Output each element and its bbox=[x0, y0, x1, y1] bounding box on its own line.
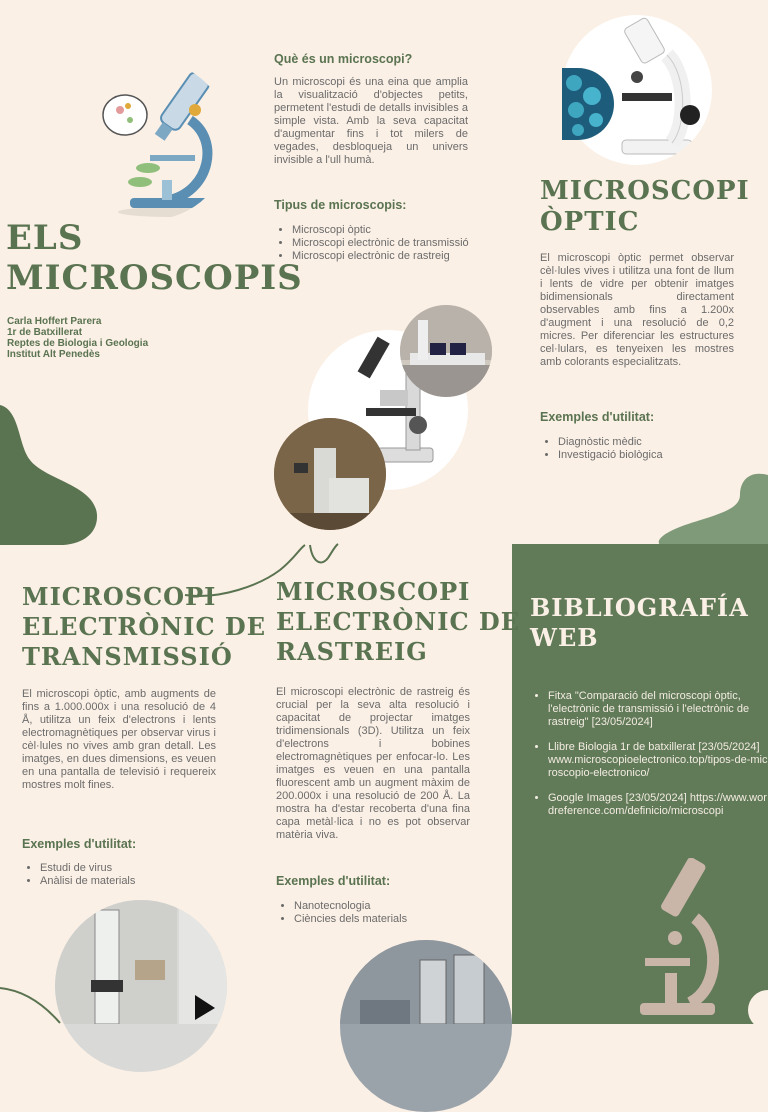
bibliography-item: • Llibre Biologia 1r de batxillerat [23/05/2024] www.microscopioelectronico.top/tipos-de-microscopio-electronico/ bbox=[548, 741, 768, 780]
what-is-text: Un microscopi és una eina que amplia la visualització d'objectes petits, permetent l'estudi de detalls invisibles a simple vista. Amb la seva capacitat d'augmentar fins i tot milers de vegades, desbloqueja un univers invisible a l'ull humà. bbox=[274, 76, 468, 166]
cover-title bbox=[6, 218, 303, 298]
scanning-photo bbox=[340, 940, 512, 1112]
scanning-title-line1: MICROSCOPI bbox=[276, 577, 471, 606]
cover-credits bbox=[7, 316, 148, 360]
lab-photo-bottom bbox=[274, 418, 386, 530]
author-name: Carla Hoffert Parera bbox=[7, 316, 102, 327]
green-blob-left bbox=[0, 405, 100, 545]
optic-title-line1: MICROSCOPI bbox=[540, 176, 750, 206]
transmission-title-line2: ELECTRÒNIC DE bbox=[22, 612, 266, 641]
scanning-title bbox=[276, 577, 520, 667]
bibliography-list bbox=[530, 690, 768, 818]
optic-examples-heading: Exemples d'utilitat: bbox=[540, 410, 655, 424]
list-item: • Microscopi electrònic de transmissió bbox=[292, 237, 486, 250]
optic-title-line2: ÒPTIC bbox=[540, 207, 640, 237]
optic-title bbox=[540, 176, 750, 238]
course-name: 1r de Batxillerat bbox=[7, 327, 83, 338]
school-name: Institut Alt Penedès bbox=[7, 349, 100, 360]
list-item: • Anàlisi de materials bbox=[40, 875, 234, 888]
what-is-heading: Què és un microscopi? bbox=[274, 52, 413, 66]
optic-text: El microscopi òptic permet observar cèl·lules vives i utilitza una font de llum i lents de vidre per obtenir imatges bidimensionals directament observables amb fins a 1.200x d'augment i una resolució de 0,2 micres. Per diferenciar les estructures cel·lulars, es tenyeixen les mostres amb colorants especialitzats. bbox=[540, 252, 734, 368]
types-list bbox=[274, 224, 486, 263]
transmission-title-line1: MICROSCOPI bbox=[22, 582, 217, 611]
green-blob-right bbox=[655, 470, 768, 545]
optic-examples-list bbox=[540, 436, 752, 462]
transmission-examples-list bbox=[22, 862, 234, 888]
list-item: • Microscopi òptic bbox=[292, 224, 486, 237]
transmission-examples-heading: Exemples d'utilitat: bbox=[22, 837, 137, 851]
cover-title-line2: MICROSCOPIS bbox=[6, 258, 303, 298]
cartoon-microscope-icon bbox=[70, 60, 230, 220]
scanning-examples-list bbox=[276, 900, 488, 926]
bibliography-microscope-icon bbox=[625, 858, 725, 1018]
types-heading: Tipus de microscopis: bbox=[274, 198, 407, 212]
subject-name: Reptes de Biologia i Geologia bbox=[7, 338, 149, 349]
scanning-text: El microscopi electrònic de rastreig és crucial per la seva alta resolució i capacitat de projectar imatges tridimensionals (3D). Utilitza un feix d'electrons i bobines electromagnètiques per enfocar-lo. Les imatges es veuen en una pantalla fluorescent amb un augment màxim de 200.000x i una resolució de 200 Å. La mostra ha d'estar recoberta d'una fina capa metàl·lica i no es pot observar matèria viva. bbox=[276, 686, 470, 841]
transmission-photo bbox=[55, 900, 227, 1072]
cover-illustration bbox=[70, 60, 230, 220]
scanning-title-line2: ELECTRÒNIC DE bbox=[276, 607, 520, 636]
list-item: • Microscopi electrònic de rastreig bbox=[292, 250, 486, 263]
list-item: • Nanotecnologia bbox=[294, 900, 488, 913]
scanning-title-line3: RASTREIG bbox=[276, 637, 428, 666]
list-item: • Diagnòstic mèdic bbox=[558, 436, 752, 449]
cover-title-line1: ELS bbox=[6, 218, 84, 258]
list-item: • Estudi de virus bbox=[40, 862, 234, 875]
bibliography-title-line1: BIBLIOGRAFÍA bbox=[530, 593, 749, 622]
bibliography-title-line2: WEB bbox=[530, 623, 599, 652]
list-item: • Investigació biològica bbox=[558, 449, 752, 462]
lab-photo-top bbox=[400, 305, 492, 397]
bibliography-item: • Fitxa "Comparació del microscopi òptic, l'electrònic de transmissió i l'electrònic de rastreig" [23/05/2024] bbox=[548, 690, 768, 729]
scanning-examples-heading: Exemples d'utilitat: bbox=[276, 874, 391, 888]
list-item: • Ciències dels materials bbox=[294, 913, 488, 926]
transmission-text: El microscopi òptic, amb augments de fins a 1.000.000x i una resolució de 4 Å, utilitza un feix d'electrons i lents electromagnètiques per observar virus i cèl·lules no vives amb gran detall. Les imatges, en dues dimensions, es veuen en una pantalla de televisió i requereix mostres molt fines. bbox=[22, 688, 216, 791]
bibliography-title bbox=[530, 593, 749, 653]
transmission-title bbox=[22, 582, 266, 672]
transmission-title-line3: TRANSMISSIÓ bbox=[22, 642, 233, 671]
bibliography-item: • Google Images [23/05/2024] https://www.wordreference.com/definicio/microscopi bbox=[548, 792, 768, 818]
